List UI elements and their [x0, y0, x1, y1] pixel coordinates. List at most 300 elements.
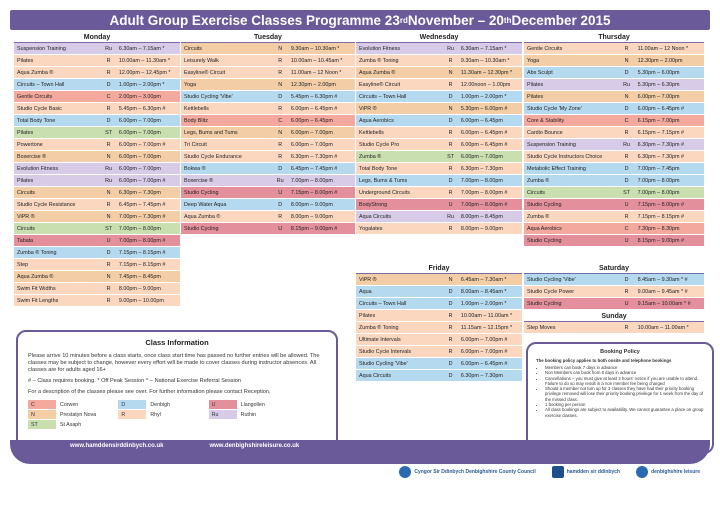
class-row	[181, 151, 355, 163]
class-row	[524, 211, 704, 223]
class-name: Tri Circuit	[184, 141, 207, 148]
class-name: Kettlebells	[359, 129, 384, 136]
class-row	[14, 271, 180, 283]
class-location: N	[106, 153, 111, 160]
class-location: R	[448, 189, 453, 196]
class-location: R	[448, 81, 453, 88]
class-time: 6.30pm – 7.30pm #	[637, 141, 685, 148]
class-time: 10.00am – 10.45am *	[290, 57, 343, 64]
class-location: N	[624, 93, 629, 100]
class-location: R	[106, 141, 111, 148]
class-name: BodyStrong	[359, 201, 388, 208]
class-row	[356, 187, 522, 199]
class-name: Aqua Zumba ®	[17, 69, 54, 76]
class-time: 10.00am – 11.00am *	[460, 312, 513, 319]
day-friday	[356, 264, 522, 382]
class-time: 8.00pm – 9.00pm	[460, 225, 503, 232]
class-time: 7.45pm – 8.45pm	[118, 273, 161, 280]
class-location: C	[106, 93, 111, 100]
class-row	[181, 175, 355, 187]
class-row	[181, 127, 355, 139]
day-tuesday	[181, 33, 355, 235]
class-name: Yoga	[184, 81, 197, 88]
class-location: Ru	[105, 177, 113, 184]
class-location: U	[106, 237, 111, 244]
class-location: R	[278, 141, 283, 148]
class-name: Suspension Training	[527, 141, 576, 148]
legend-location: Corwen	[56, 400, 117, 409]
class-row	[14, 223, 180, 235]
class-time: 7.15pm – 8.00pm #	[290, 189, 338, 196]
class-row	[14, 235, 180, 247]
class-row	[524, 127, 704, 139]
class-row	[524, 163, 704, 175]
class-name: Pilates	[17, 129, 34, 136]
class-row	[14, 211, 180, 223]
class-time: 1.00pm – 2.00pm *	[118, 81, 165, 88]
class-info-keys: # – Class requires booking. * Off Peak Session ^ – National Exercise Referral Session	[28, 378, 242, 384]
class-name: Aqua Zumba ®	[359, 69, 396, 76]
class-row	[14, 67, 180, 79]
class-time: 6.00pm – 7.00pm	[118, 129, 161, 136]
class-time: 7.00pm – 7.30pm #	[118, 213, 166, 220]
class-location: U	[624, 300, 629, 307]
class-time: 6.00pm – 7.00pm #	[118, 141, 166, 148]
class-location: D	[448, 360, 453, 367]
class-name: Yogalates	[359, 225, 383, 232]
class-location: U	[624, 237, 629, 244]
class-name: Evolution Fitness	[17, 165, 59, 172]
class-info-contact: For a description of the classes please see over. For further information please contact Reception.	[28, 389, 271, 395]
legend-item	[28, 420, 117, 429]
class-name: Studio Cycling 'Vibe'	[184, 93, 233, 100]
class-time: 6.45am – 7.30am *	[460, 276, 507, 283]
class-location: R	[278, 153, 283, 160]
class-name: Studio Cycle Endurance	[184, 153, 242, 160]
class-row	[356, 139, 522, 151]
class-row	[524, 55, 704, 67]
class-row	[524, 115, 704, 127]
day-sunday	[524, 312, 704, 334]
class-row	[181, 139, 355, 151]
class-location: R	[278, 69, 283, 76]
legend-code: ST	[31, 421, 38, 428]
class-name: Zumba ® Toning	[359, 324, 399, 331]
booking-rules	[536, 365, 704, 418]
class-row	[524, 175, 704, 187]
class-row	[524, 298, 704, 310]
class-time: 6.45pm – 7.45pm #	[118, 201, 166, 208]
class-location: D	[278, 201, 283, 208]
class-time: 7.00pm – 7.45pm	[637, 165, 680, 172]
class-row	[524, 286, 704, 298]
class-row	[14, 259, 180, 271]
class-location: D	[624, 276, 629, 283]
class-row	[14, 91, 180, 103]
class-time: 7.00pm – 8.00pm	[637, 189, 680, 196]
booking-title: Booking Policy	[600, 349, 640, 355]
class-name: Swim Fit Lengths	[17, 297, 59, 304]
class-row	[524, 151, 704, 163]
class-list	[356, 43, 522, 235]
class-row	[356, 310, 522, 322]
class-time: 6.00pm – 6.45pm	[290, 117, 333, 124]
class-name: Zumba ® Toning	[359, 57, 399, 64]
class-row	[14, 151, 180, 163]
day-thursday	[524, 33, 704, 247]
class-location: D	[106, 249, 111, 256]
legend-code: N	[31, 411, 35, 418]
class-name: Circuits	[17, 189, 35, 196]
class-name: Pilates	[527, 81, 544, 88]
booking-lead: The booking policy applies to both onsite and telephone bookings	[536, 358, 672, 363]
class-row	[356, 286, 522, 298]
class-time: 6.30pm – 7.30pm	[118, 189, 161, 196]
class-location: N	[278, 129, 283, 136]
class-time: 7.00pm – 8.00pm	[460, 177, 503, 184]
class-list	[181, 43, 355, 235]
class-location: N	[278, 45, 283, 52]
class-location: D	[624, 165, 629, 172]
class-time: 9.15am – 10.00am * #	[637, 300, 691, 307]
footer	[10, 440, 710, 498]
class-time: 12.00noon – 1.00pm	[460, 81, 511, 88]
class-location: R	[106, 201, 111, 208]
class-name: Metabolic Effect Training	[527, 165, 586, 172]
class-row	[356, 211, 522, 223]
booking-rule: • Members can book 7 days in advance	[545, 365, 704, 370]
class-name: Underground Circuits	[359, 189, 410, 196]
class-row	[14, 103, 180, 115]
class-time: 8.15pm – 9.00pm #	[290, 225, 338, 232]
class-row	[181, 115, 355, 127]
class-row	[524, 91, 704, 103]
class-row	[356, 334, 522, 346]
class-location: R	[106, 69, 111, 76]
class-time: 1.00pm – 2.00pm *	[460, 93, 507, 100]
class-row	[356, 274, 522, 286]
class-name: ViPR ®	[17, 213, 35, 220]
class-location: Ru	[447, 213, 455, 220]
class-name: ViPR ®	[359, 276, 377, 283]
class-row	[181, 187, 355, 199]
class-time: 7.00pm – 8.00pm #	[460, 189, 508, 196]
legend-code: Ru	[211, 411, 219, 418]
class-location: D	[624, 105, 629, 112]
website-link-welsh[interactable]: www.hamddensirddinbych.co.uk	[70, 443, 164, 449]
class-location: R	[106, 57, 111, 64]
class-row	[356, 346, 522, 358]
class-name: Powertone	[17, 141, 43, 148]
website-link-english[interactable]: www.denbighshireleisure.co.uk	[209, 443, 300, 449]
class-row	[14, 187, 180, 199]
class-name: Circuits – Town Hall	[359, 300, 407, 307]
day-monday	[14, 33, 180, 307]
day-heading: Tuesday	[181, 33, 355, 43]
class-time: 1.00pm – 2.00pm *	[460, 300, 507, 307]
class-name: Aqua	[359, 288, 372, 295]
class-location: ST	[447, 153, 455, 160]
class-time: 5.30pm – 6.00pm #	[460, 105, 508, 112]
class-location: N	[624, 57, 629, 64]
class-time: 5.30pm – 6.30pm	[637, 81, 680, 88]
class-time: 7.15pm – 8.15pm #	[118, 261, 166, 268]
class-time: 7.00pm – 8.00pm	[118, 225, 161, 232]
class-time: 8.00pm – 8.45pm	[460, 213, 503, 220]
class-name: Tabata	[17, 237, 34, 244]
class-time: 12.00pm – 12.45pm *	[118, 69, 171, 76]
class-name: Ultimate Intervals	[359, 336, 401, 343]
class-location: C	[624, 117, 629, 124]
class-row	[356, 322, 522, 334]
class-row	[524, 67, 704, 79]
class-time: 9.30am – 10.30am *	[460, 57, 510, 64]
class-row	[14, 115, 180, 127]
class-name: Step Moves	[527, 324, 556, 331]
class-time: 6.00pm – 7.00pm #	[460, 348, 508, 355]
class-row	[181, 79, 355, 91]
legend-location: Rhyl	[146, 410, 207, 419]
council-logo: Cyngor Sir Ddinbych Denbighshire County Council	[399, 466, 535, 478]
hamdden-logo: hamdden sir ddinbych	[552, 466, 620, 478]
class-name: Zumba ®	[527, 213, 550, 220]
class-name: Aqua Aerobics	[359, 117, 394, 124]
class-time: 11.15am – 12.15pm *	[460, 324, 513, 331]
class-location: R	[278, 105, 283, 112]
class-location: N	[106, 273, 111, 280]
location-legend	[28, 400, 298, 429]
class-info-title: Class Information	[145, 338, 209, 347]
class-location: D	[448, 372, 453, 379]
booking-rule: • Cancellations – you must give at least 2 hours' notice if you are unable to attend. Failure to do so may result in a non member fee being charged	[545, 376, 704, 387]
class-location: D	[106, 81, 111, 88]
class-time: 6.00pm – 6.45pm #	[637, 105, 685, 112]
class-location: Ru	[105, 45, 113, 52]
class-location: Ru	[105, 165, 113, 172]
council-crest-icon	[399, 466, 411, 478]
class-list	[14, 43, 180, 307]
class-name: Studio Cycling	[184, 225, 219, 232]
class-row	[524, 223, 704, 235]
class-location: ST	[105, 225, 113, 232]
day-heading: Saturday	[524, 264, 704, 274]
class-location: R	[448, 57, 453, 64]
class-location: Ru	[276, 177, 284, 184]
class-row	[524, 235, 704, 247]
class-row	[14, 163, 180, 175]
class-location: R	[624, 45, 629, 52]
class-location: R	[106, 261, 111, 268]
class-location: Ru	[447, 45, 455, 52]
class-row	[356, 223, 522, 235]
class-row	[14, 79, 180, 91]
class-name: Aqua Circuits	[359, 372, 392, 379]
footer-logos	[399, 466, 700, 478]
class-name: Easyline® Circuit	[184, 69, 226, 76]
class-location: R	[106, 105, 111, 112]
class-row	[356, 358, 522, 370]
class-location: Ru	[623, 141, 631, 148]
class-name: Zumba ®	[359, 153, 382, 160]
hamdden-mark-icon	[552, 466, 564, 478]
class-name: Studio Cycling	[527, 300, 562, 307]
class-name: Legs, Bums and Tums	[184, 129, 238, 136]
class-location: ST	[105, 129, 113, 136]
class-time: 6.30am – 7.15am *	[118, 45, 165, 52]
booking-policy-box	[526, 342, 714, 454]
leisure-mark-icon	[636, 466, 648, 478]
class-name: Studio Cycle Intervals	[359, 348, 412, 355]
day-heading: Wednesday	[356, 33, 522, 43]
class-time: 6.00pm – 7.00pm	[118, 165, 161, 172]
class-row	[524, 139, 704, 151]
class-location: R	[448, 141, 453, 148]
class-name: Kettlebells	[184, 105, 209, 112]
legend-location: Prestatyn Nova	[56, 410, 117, 419]
legend-item	[118, 400, 207, 409]
class-row	[181, 163, 355, 175]
class-row	[14, 139, 180, 151]
page-title: Adult Group Exercise Classes Programme 23 rd November – 20 th December 2015	[10, 10, 710, 30]
class-time: 11.00am – 12 Noon *	[637, 45, 689, 52]
class-time: 10.00am – 11.30am *	[118, 57, 171, 64]
class-name: Aqua Zumba ®	[17, 273, 54, 280]
class-name: Studio Cycle Power	[527, 288, 575, 295]
class-name: Studio Cycling	[184, 189, 219, 196]
class-time: 8.00pm – 9.00pm	[290, 213, 333, 220]
class-name: Deep Water Aqua	[184, 201, 227, 208]
class-name: Pilates	[359, 312, 376, 319]
class-location: N	[278, 81, 283, 88]
class-location: D	[624, 177, 629, 184]
class-name: Circuits	[17, 225, 35, 232]
legend-code: D	[121, 401, 126, 408]
class-time: 6.00pm – 7.00pm	[637, 93, 680, 100]
class-time: 9.00pm – 10.00pm	[118, 297, 164, 304]
class-name: Pilates	[17, 57, 34, 64]
class-name: Studio Cycling 'Vibe'	[527, 276, 576, 283]
class-row	[14, 127, 180, 139]
class-time: 9.30am – 10.30am *	[290, 45, 340, 52]
class-row	[14, 199, 180, 211]
class-time: 7.30pm – 8.30pm	[637, 225, 680, 232]
booking-rule: • Should a member not turn up for 3 classes they have had their priority booking privilege removed will lose their priority booking privilege for 1 week from the day of the missed class.	[545, 386, 704, 402]
class-name: Swim Fit Widths	[17, 285, 56, 292]
class-row	[356, 91, 522, 103]
class-name: Bokwa ®	[184, 165, 206, 172]
class-location: R	[448, 129, 453, 136]
class-time: 10.00am – 11.00am *	[637, 324, 689, 331]
class-location: R	[278, 57, 283, 64]
legend-item	[209, 410, 298, 419]
class-row	[356, 298, 522, 310]
class-time: 9.00am – 9.45am * #	[637, 288, 688, 295]
class-location: D	[448, 117, 453, 124]
class-time: 8.00pm – 9.00pm	[118, 285, 161, 292]
class-location: N	[106, 213, 111, 220]
day-heading: Monday	[14, 33, 180, 43]
legend-item	[209, 400, 298, 409]
class-location: D	[448, 300, 453, 307]
class-time: 6.00pm – 7.00pm #	[460, 336, 508, 343]
class-name: Boxercise ®	[184, 177, 214, 184]
class-row	[181, 67, 355, 79]
class-time: 6.30pm – 7.30pm #	[637, 153, 685, 160]
class-row	[356, 151, 522, 163]
class-name: Studio Cycling	[527, 201, 562, 208]
class-location: R	[448, 165, 453, 172]
class-time: 8.00am – 8.45am *	[460, 288, 507, 295]
class-time: 8.15pm – 9.00pm #	[637, 237, 685, 244]
class-time: 7.15pm – 8.00pm #	[637, 201, 685, 208]
class-location: N	[106, 189, 111, 196]
class-row	[356, 163, 522, 175]
day-heading: Sunday	[524, 312, 704, 322]
booking-rule: • Non Members can book from 6 days in advance	[545, 370, 704, 375]
class-name: Studio Cycle Pro	[359, 141, 400, 148]
class-location: U	[448, 201, 453, 208]
class-time: 6.00pm – 7.00pm	[290, 141, 333, 148]
class-time: 7.15pm – 8.15pm #	[637, 213, 685, 220]
class-row	[181, 43, 355, 55]
class-name: Evolution Fitness	[359, 45, 401, 52]
class-name: Total Body Tone	[359, 165, 398, 172]
class-name: Zumba ®	[527, 177, 550, 184]
class-row	[14, 247, 180, 259]
class-time: 8.45am – 9.30am * #	[637, 276, 688, 283]
class-time: 6.15pm – 7.00pm	[637, 117, 680, 124]
class-location: R	[624, 324, 629, 331]
class-location: ST	[623, 189, 631, 196]
class-time: 6.00pm – 7.00pm	[118, 153, 161, 160]
class-name: Cardio Bounce	[527, 129, 563, 136]
class-name: Zumba ® Toning	[17, 249, 57, 256]
class-row	[181, 55, 355, 67]
class-row	[356, 55, 522, 67]
class-location: U	[624, 201, 629, 208]
class-list	[524, 274, 704, 310]
class-time: 11.30am – 12.30pm *	[460, 69, 513, 76]
class-location: R	[624, 288, 629, 295]
class-location: U	[278, 189, 283, 196]
class-list	[524, 322, 704, 334]
class-time: 8.00pm – 9.00pm	[290, 201, 333, 208]
class-name: Aqua Zumba ®	[184, 213, 221, 220]
class-name: Studio Cycle Resistance	[17, 201, 76, 208]
class-row	[356, 79, 522, 91]
class-time: 6.00pm – 6.45pm	[460, 117, 503, 124]
class-time: 6.00pm – 7.00pm	[460, 153, 503, 160]
day-heading: Thursday	[524, 33, 704, 43]
class-time: 6.30pm – 7.30pm #	[290, 153, 338, 160]
leisure-logo: denbighshire leisure	[636, 466, 700, 478]
class-time: 7.00pm – 8.00pm #	[460, 201, 508, 208]
class-row	[14, 175, 180, 187]
class-row	[524, 322, 704, 334]
day-saturday	[524, 264, 704, 310]
class-location: R	[624, 129, 629, 136]
class-row	[356, 43, 522, 55]
class-name: Gentle Circuits	[17, 93, 53, 100]
class-time: 6.00pm – 7.00pm #	[118, 177, 166, 184]
class-time: 7.15pm – 8.15pm #	[118, 249, 166, 256]
class-row	[14, 43, 180, 55]
day-heading: Friday	[356, 264, 522, 274]
class-time: 5.30pm – 6.00pm	[637, 69, 680, 76]
class-time: 6.00pm – 6.45pm #	[460, 141, 508, 148]
class-name: Step	[17, 261, 29, 268]
class-name: Boxercise ®	[17, 153, 47, 160]
